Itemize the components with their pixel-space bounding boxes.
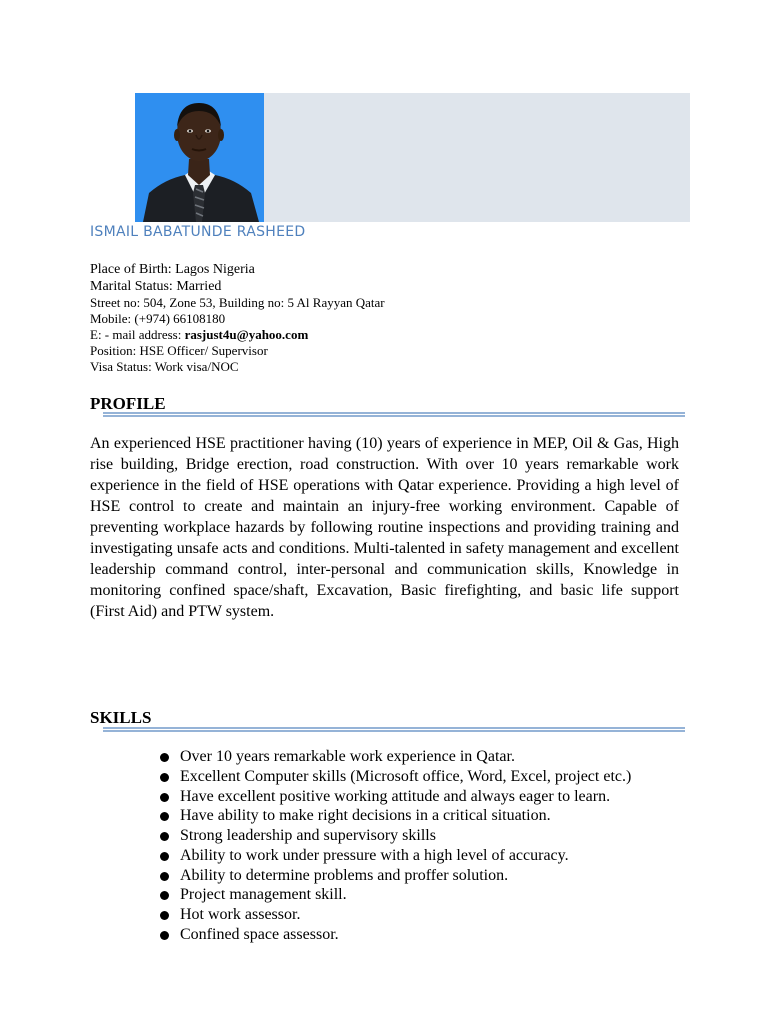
skills-divider <box>103 727 685 732</box>
email-address: rasjust4u@yahoo.com <box>184 327 309 342</box>
list-item: Excellent Computer skills (Microsoft office, Word, Excel, project etc.) <box>158 767 631 787</box>
mobile-number: Mobile: (+974) 66108180 <box>90 311 226 326</box>
list-item: Hot work assessor. <box>158 905 631 925</box>
list-item: Ability to work under pressure with a high level of accuracy. <box>158 846 631 866</box>
list-item: Strong leadership and supervisory skills <box>158 826 631 846</box>
bullet-icon <box>160 931 169 940</box>
candidate-name: ISMAIL BABATUNDE RASHEED <box>90 224 306 240</box>
profile-heading: PROFILE <box>90 394 166 413</box>
profile-photo <box>135 93 264 222</box>
bullet-icon <box>160 832 169 841</box>
list-item: Have excellent positive working attitude and always eager to learn. <box>158 787 631 807</box>
skills-heading: SKILLS <box>90 708 152 727</box>
bullet-icon <box>160 852 169 861</box>
list-item: Confined space assessor. <box>158 925 631 945</box>
marital-status: Marital Status: Married <box>90 279 222 294</box>
position: Position: HSE Officer/ Supervisor <box>90 343 268 358</box>
street-address: Street no: 504, Zone 53, Building no: 5 Al Rayyan Qatar <box>90 295 385 310</box>
visa-status: Visa Status: Work visa/NOC <box>90 359 239 374</box>
email-line <box>90 327 385 343</box>
bullet-icon <box>160 911 169 920</box>
bullet-icon <box>160 773 169 782</box>
profile-paragraph: An experienced HSE practitioner having (10) years of experience in MEP, Oil & Gas, High rise building, Bridge erection, road construction. With over 10 years remarkable work experience in the field of HSE operations with Qatar experience. Providing a high level of HSE control to create and maintain an injury-free working environment. Capable of preventing workplace hazards by following routine inspections and providing training and investigating unsafe acts and conditions. Multi-talented in safety management and excellent leadership command control, inter-personal and communication skills, Knowledge in monitoring confined space/shaft, Excavation, Basic firefighting, and basic life support (First Aid) and PTW system. <box>90 435 679 620</box>
skills-list <box>158 747 631 945</box>
profile-divider <box>103 412 685 417</box>
bullet-icon <box>160 793 169 802</box>
list-item: Over 10 years remarkable work experience in Qatar. <box>158 747 631 767</box>
list-item: Project management skill. <box>158 885 631 905</box>
bullet-icon <box>160 812 169 821</box>
list-item: Have ability to make right decisions in a critical situation. <box>158 806 631 826</box>
bullet-icon <box>160 891 169 900</box>
bullet-icon <box>160 753 169 762</box>
email-label: E: - mail address: <box>90 327 185 342</box>
portrait-image <box>135 93 264 222</box>
place-of-birth: Place of Birth: Lagos Nigeria <box>90 262 255 277</box>
list-item: Ability to determine problems and proffer solution. <box>158 866 631 886</box>
personal-details <box>90 261 385 375</box>
bullet-icon <box>160 872 169 881</box>
